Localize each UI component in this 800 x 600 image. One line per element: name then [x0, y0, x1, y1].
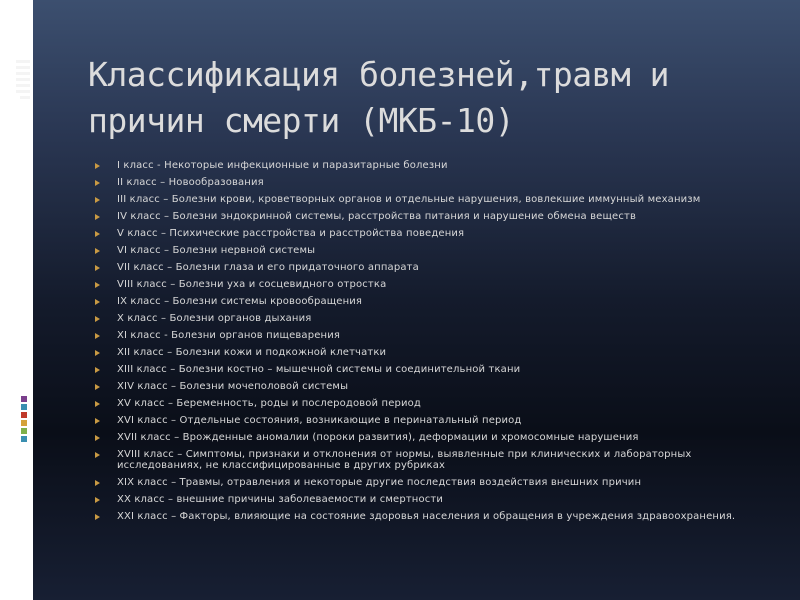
list-item-text: V класс – Психические расстройства и расстройства поведения [117, 228, 465, 239]
list-item-text: III класс – Болезни крови, кроветворных органов и отдельные нарушения, вовлекшие иммунный механизм [117, 194, 701, 205]
triangle-bullet-icon [95, 401, 100, 407]
list-item [93, 364, 773, 375]
accent-square [21, 420, 27, 426]
triangle-bullet-icon [95, 497, 100, 503]
list-item [93, 177, 773, 188]
list-item [93, 381, 773, 392]
list-item [93, 245, 773, 256]
accent-square [21, 428, 27, 434]
list-item-text: XI класс - Болезни органов пищеварения [117, 330, 341, 341]
accent-square [21, 436, 27, 442]
triangle-bullet-icon [95, 316, 100, 322]
triangle-bullet-icon [95, 514, 100, 520]
left-decoration [0, 0, 33, 600]
triangle-bullet-icon [95, 163, 100, 169]
list-item-text: IV класс – Болезни эндокринной системы, расстройства питания и нарушение обмена веществ [117, 211, 637, 222]
list-item-text: I класс - Некоторые инфекционные и паразитарные болезни [117, 160, 448, 171]
decorative-bar [20, 96, 30, 99]
triangle-bullet-icon [95, 282, 100, 288]
list-item-text: VII класс – Болезни глаза и его придаточного аппарата [117, 262, 419, 273]
list-item [93, 477, 773, 488]
list-item [93, 494, 773, 505]
triangle-bullet-icon [95, 480, 100, 486]
triangle-bullet-icon [95, 248, 100, 254]
list-item [93, 194, 773, 205]
decorative-bar [16, 84, 30, 87]
triangle-bullet-icon [95, 231, 100, 237]
list-item-text: X класс – Болезни органов дыхания [117, 313, 312, 324]
list-item [93, 415, 773, 426]
list-item-text: XV класс – Беременность, роды и послеродовой период [117, 398, 421, 409]
list-item-text: XIX класс – Травмы, отравления и некоторые другие последствия воздействия внешних причин [117, 477, 642, 488]
list-item-text: XVIII класс – Симптомы, признаки и отклонения от нормы, выявленные при клинических и лабораторных исследованиях, не классифицированные в других рубриках [117, 449, 692, 471]
list-item [93, 279, 773, 290]
triangle-bullet-icon [95, 214, 100, 220]
slide-title: Классификация болезней,травм и причин смерти (МКБ-10) [88, 55, 670, 140]
decorative-bar [16, 72, 30, 75]
triangle-bullet-icon [95, 299, 100, 305]
decorative-bar [16, 90, 30, 93]
accent-square [21, 396, 27, 402]
list-item-text: XII класс – Болезни кожи и подкожной клетчатки [117, 347, 387, 358]
triangle-bullet-icon [95, 418, 100, 424]
list-item [93, 160, 773, 171]
list-item-text: XVI класс – Отдельные состояния, возникающие в перинатальный период [117, 415, 522, 426]
list-item [93, 449, 773, 471]
triangle-bullet-icon [95, 350, 100, 356]
triangle-bullet-icon [95, 384, 100, 390]
triangle-bullet-icon [95, 197, 100, 203]
list-item [93, 330, 773, 341]
accent-square [21, 412, 27, 418]
list-item-text: IX класс – Болезни системы кровообращения [117, 296, 363, 307]
list-item-text: II класс – Новообразования [117, 177, 264, 188]
classification-list [93, 160, 773, 528]
list-item [93, 228, 773, 239]
decorative-bar [16, 78, 30, 81]
list-item [93, 398, 773, 409]
list-item-text: XXI класс – Факторы, влияющие на состояние здоровья населения и обращения в учреждения здравоохранения. [117, 511, 736, 522]
list-item-text: XIII класс – Болезни костно – мышечной системы и соединительной ткани [117, 364, 521, 375]
accent-square [21, 404, 27, 410]
triangle-bullet-icon [95, 333, 100, 339]
decorative-bar [16, 60, 30, 63]
triangle-bullet-icon [95, 265, 100, 271]
triangle-bullet-icon [95, 367, 100, 373]
decorative-bar [16, 66, 30, 69]
triangle-bullet-icon [95, 452, 100, 458]
list-item [93, 432, 773, 443]
triangle-bullet-icon [95, 435, 100, 441]
list-item [93, 511, 773, 522]
list-item [93, 296, 773, 307]
list-item [93, 313, 773, 324]
list-item-text: VI класс – Болезни нервной системы [117, 245, 316, 256]
list-item-text: XVII класс – Врожденные аномалии (пороки развития), деформации и хромосомные нарушения [117, 432, 639, 443]
list-item-text: XIV класс – Болезни мочеполовой системы [117, 381, 349, 392]
list-item [93, 262, 773, 273]
list-item [93, 211, 773, 222]
list-item-text: XX класс – внешние причины заболеваемости и смертности [117, 494, 444, 505]
list-item-text: VIII класс – Болезни уха и сосцевидного отростка [117, 279, 387, 290]
triangle-bullet-icon [95, 180, 100, 186]
list-item [93, 347, 773, 358]
